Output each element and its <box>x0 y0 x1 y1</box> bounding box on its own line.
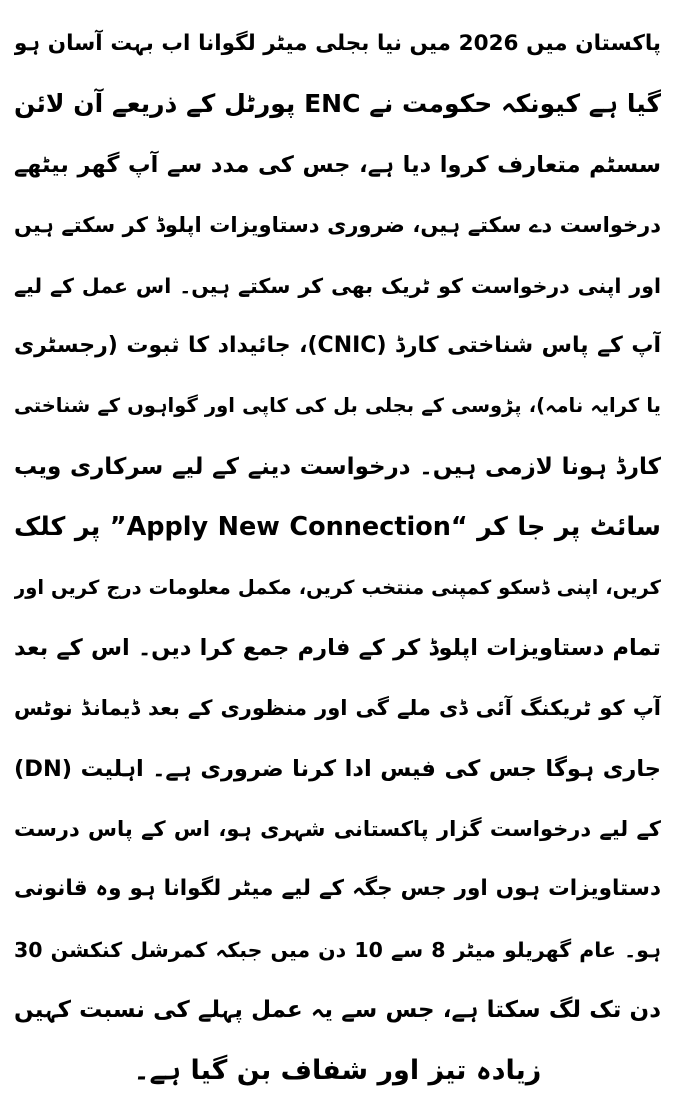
text-line: سائٹ پر جا کر “Apply New Connection” پر کلک <box>14 512 661 543</box>
text-line: تمام دستاویزات اپلوڈ کر کے فارم جمع کرا دیں۔ اس کے بعد <box>14 634 661 661</box>
text-line: یا کرایہ نامہ)، پڑوسی کے بجلی بل کی کاپی اور گواہوں کے شناختی <box>14 394 661 418</box>
text-line: اور اپنی درخواست کو ٹریک بھی کر سکتے ہیں۔ اس عمل کے لیے <box>14 273 661 298</box>
text-line: آپ کو ٹریکنگ آئی ڈی ملے گی اور منظوری کے بعد ڈیمانڈ نوٹس <box>14 696 661 721</box>
text-line: گیا ہے کیونکہ حکومت نے ENC پورٹل کے ذریعے آن لائن <box>14 89 661 119</box>
text-line: دن تک لگ سکتا ہے، جس سے یہ عمل پہلے کی نسبت کہیں <box>14 997 661 1024</box>
text-line: سسٹم متعارف کروا دیا ہے، جس کی مدد سے آپ گھر بیٹھے <box>14 151 661 178</box>
text-line: (DN) جاری ہوگا جس کی فیس ادا کرنا ضروری ہے۔ اہلیت <box>14 755 661 782</box>
text-line: دستاویزات ہوں اور جس جگہ کے لیے میٹر لگوانا ہو وہ قانونی <box>14 876 661 902</box>
text-line: کے لیے درخواست گزار پاکستانی شہری ہو، اس کے پاس درست <box>14 817 661 842</box>
text-line: آپ کے پاس شناختی کارڈ (CNIC)، جائیداد کا ثبوت (رجسٹری <box>14 332 661 358</box>
text-line: کریں، اپنی ڈسکو کمپنی منتخب کریں، مکمل معلومات درج کریں اور <box>14 575 661 599</box>
text-line: درخواست دے سکتے ہیں، ضروری دستاویزات اپلوڈ کر سکتے ہیں <box>14 213 661 238</box>
text-line: کارڈ ہونا لازمی ہیں۔ درخواست دینے کے لیے سرکاری ویب <box>14 453 661 480</box>
text-line: ہو۔ عام گھریلو میٹر 8 سے 10 دن میں جبکہ کمرشل کنکشن 30 <box>14 937 661 962</box>
text-line: پاکستان میں 2026 میں نیا بجلی میٹر لگوانا اب بہت آسان ہو <box>14 31 661 56</box>
article-text <box>14 14 661 1101</box>
text-line: زیادہ تیز اور شفاف بن گیا ہے۔ <box>133 1054 542 1086</box>
